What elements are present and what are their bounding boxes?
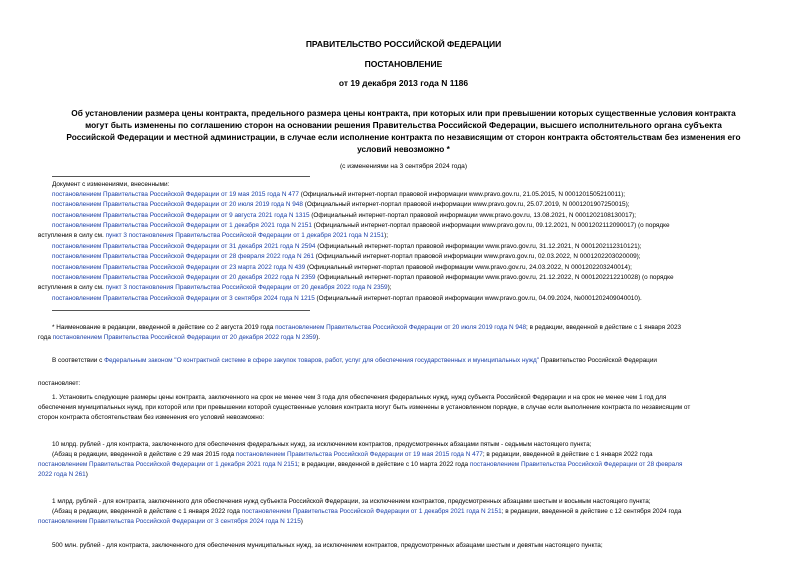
amendment-link[interactable]: постановлением Правительства Российской Федерации от 28 февраля 2022 года N 261 (52, 253, 315, 260)
paragraph-federal-threshold: 10 млрд. рублей - для контракта, заключенного для обеспечения федеральных нужд, за исключением контрактов, предусмотренных абзацами пятым - седьмым настоящего пункта; (52, 441, 592, 448)
paragraph-line: 2022 года N 261) (38, 471, 88, 478)
paragraph-line: постановлением Правительства Российской Федерации от 3 сентября 2024 года N 1215) (38, 518, 303, 525)
divider (52, 176, 310, 177)
paragraph-line: обеспечения муниципальных нужд, при которой или при превышении которой существенные условия контракта могут быть изменены в установленном порядке, в случае если выполнение контракта по независящим от (38, 404, 691, 411)
amendment-link[interactable]: постановлением Правительства Российской Федерации от 9 августа 2021 года N 1315 (52, 212, 310, 219)
amendment-link[interactable]: постановлением Правительства Российской Федерации от 20 декабря 2022 года N 2359 (52, 274, 316, 281)
entry-force-link[interactable]: пункт 3 постановления Правительства Российской Федерации от 1 декабря 2021 года N 2151 (105, 232, 385, 239)
amendment-link[interactable]: постановлением Правительства Российской Федерации от 3 сентября 2024 года N 1215 (52, 295, 315, 302)
title-line: могут быть изменены по соглашению сторон на основании решения Правительства Российской Федерации, высшего исполнительного органа субъекта (85, 120, 722, 130)
footnote-link[interactable]: постановлением Правительства Российской Федерации от 20 июля 2019 года N 948 (275, 324, 527, 331)
amendment-item: постановлением Правительства Российской Федерации от 20 декабря 2022 года N 2359 (Официальный интернет-портал правовой информации www.pravo.gov.ru, 21.12.2022, N 0001202212210028) (о порядке (52, 274, 674, 281)
doc-type-heading: ПОСТАНОВЛЕНИЕ (364, 59, 443, 69)
decrees-word: постановляет: (38, 380, 81, 387)
government-heading: ПРАВИТЕЛЬСТВО РОССИЙСКОЙ ФЕДЕРАЦИИ (305, 39, 502, 49)
amendment-continuation: вступления в силу см. пункт 3 постановления Правительства Российской Федерации от 1 декабря 2021 года N 2151); (38, 232, 388, 239)
edition-link[interactable]: 2022 года N 261 (38, 471, 86, 478)
edition-link[interactable]: постановлением Правительства Российской Федерации от 3 сентября 2024 года N 1215 (38, 518, 301, 525)
paragraph-regional-threshold: 1 млрд. рублей - для контракта, заключенного для обеспечения нужд субъекта Российской Федерации, за исключением контрактов, предусмотренных абзацами шестым и восьмым настоящего пункта; (52, 498, 651, 505)
amendment-item: постановлением Правительства Российской Федерации от 9 августа 2021 года N 1315 (Официальный интернет-портал правовой информации www.pravo.gov.ru, 13.08.2021, N 0001202108130017); (52, 212, 637, 219)
edition-link[interactable]: постановлением Правительства Российской Федерации от 28 февраля (469, 461, 683, 468)
amendment-link[interactable]: постановлением Правительства Российской Федерации от 31 декабря 2021 года N 2594 (52, 243, 316, 250)
footnote-line: * Наименование в редакции, введенной в действие со 2 августа 2019 года постановлением Правительства Российской Федерации от 20 июля 2019 года N 948; в редакции, введенной в действие с 1 января 2023 (52, 324, 682, 331)
paragraph-line: постановлением Правительства Российской Федерации от 1 декабря 2021 года N 2151; в редакции, введенной в действие с 10 марта 2022 года постановлением Правительства Российской Федерации от 28 февраля (38, 461, 683, 468)
amendment-link[interactable]: постановлением Правительства Российской Федерации от 1 декабря 2021 года N 2151 (52, 222, 312, 229)
edition-link[interactable]: постановлением Правительства Российской Федерации от 1 декабря 2021 года N 2151 (38, 461, 298, 468)
paragraph-line: сторон контракта обстоятельствам без изменения его условий невозможно: (38, 414, 265, 421)
amendment-item: постановлением Правительства Российской Федерации от 1 декабря 2021 года N 2151 (Официальный интернет-портал правовой информации www.pravo.gov.ru, 09.12.2021, N 0001202112090017) (о порядке (52, 222, 670, 229)
amendment-link[interactable]: постановлением Правительства Российской Федерации от 20 июля 2019 года N 948 (52, 201, 303, 208)
divider (52, 310, 310, 311)
amendment-item: постановлением Правительства Российской Федерации от 31 декабря 2021 года N 2594 (Официальный интернет-портал правовой информации www.pravo.gov.ru, 31.12.2021, N 0001202112310121); (52, 243, 642, 250)
paragraph-line: (Абзац в редакции, введенной в действие с 1 января 2022 года постановлением Правительства Российской Федерации от 1 декабря 2021 года N 2151; в редакции, введенной в действие с 12 сентября 2024 года (52, 508, 682, 515)
amendment-link[interactable]: постановлением Правительства Российской Федерации от 23 марта 2022 года N 439 (52, 264, 306, 271)
paragraph-line: (Абзац в редакции, введенной в действие с 29 мая 2015 года постановлением Правительства Российской Федерации от 19 мая 2015 года N 477; в редакции, введенной в действие с 1 января 2022 года (52, 451, 653, 458)
amendment-item: постановлением Правительства Российской Федерации от 19 мая 2015 года N 477 (Официальный интернет-портал правовой информации www.pravo.gov.ru, 21.05.2015, N 0001201505210011); (52, 191, 626, 198)
title-line: Об установлении размера цены контракта, предельного размера цены контракта, при которых или при превышении которых существенные условия контракта (71, 108, 736, 118)
preamble: В соответствии с Федеральным законом "О контрактной системе в сфере закупок товаров, работ, услуг для обеспечения государственных и муниципальных нужд" Правительство Российской Федерации (52, 357, 657, 364)
entry-force-link[interactable]: пункт 3 постановления Правительства Российской Федерации от 20 декабря 2022 года N 2359 (105, 284, 388, 291)
edition-link[interactable]: постановлением Правительства Российской Федерации от 19 мая 2015 года N 477 (235, 451, 483, 458)
amendments-heading: Документ с изменениями, внесенными: (52, 181, 170, 188)
federal-law-link[interactable]: Федеральным законом "О контрактной системе в сфере закупок товаров, работ, услуг для обеспечения государственных и муниципальных нужд" (104, 357, 540, 364)
amendment-item: постановлением Правительства Российской Федерации от 23 марта 2022 года N 439 (Официальный интернет-портал правовой информации www.pravo.gov.ru, 24.03.2022, N 0001202203240014); (52, 264, 632, 271)
amendment-link[interactable]: постановлением Правительства Российской Федерации от 19 мая 2015 года N 477 (52, 191, 299, 198)
title-line: Российской Федерации и местной администрации, в случае если исполнение контракта по независящим от сторон контракта обстоятельствам без изменения его (66, 132, 741, 142)
title-line: условий невозможно * (357, 144, 450, 154)
footnote-link[interactable]: постановлением Правительства Российской Федерации от 20 декабря 2022 года N 2359 (52, 334, 317, 341)
paragraph-municipal-threshold: 500 млн. рублей - для контракта, заключенного для обеспечения муниципальных нужд, за исключением контрактов, предусмотренных абзацами шестым и девятым настоящего пункта; (52, 542, 603, 549)
revision-note: (с изменениями на 3 сентября 2024 года) (339, 163, 468, 170)
paragraph-line: 1. Установить следующие размеры цены контракта, заключенного на срок не менее чем 3 года для обеспечения федеральных нужд, нужд субъекта Российской Федерации и на срок не менее чем 1 год для (52, 394, 667, 401)
edition-link[interactable]: постановлением Правительства Российской Федерации от 1 декабря 2021 года N 2151 (241, 508, 502, 515)
amendment-item: постановлением Правительства Российской Федерации от 28 февраля 2022 года N 261 (Официальный интернет-портал правовой информации www.pravo.gov.ru, 02.03.2022, N 0001202203020009); (52, 253, 641, 260)
amendment-item: постановлением Правительства Российской Федерации от 3 сентября 2024 года N 1215 (Официальный интернет-портал правовой информации www.pravo.gov.ru, 04.09.2024, №0001202409040010). (52, 295, 642, 302)
footnote-line: года постановлением Правительства Российской Федерации от 20 декабря 2022 года N 2359). (38, 334, 321, 341)
date-number-heading: от 19 декабря 2013 года N 1186 (338, 78, 469, 88)
amendment-continuation: вступления в силу см. пункт 3 постановления Правительства Российской Федерации от 20 декабря 2022 года N 2359); (38, 284, 392, 291)
amendment-item: постановлением Правительства Российской Федерации от 20 июля 2019 года N 948 (Официальный интернет-портал правовой информации www.pravo.gov.ru, 25.07.2019, N 0001201907250015); (52, 201, 630, 208)
